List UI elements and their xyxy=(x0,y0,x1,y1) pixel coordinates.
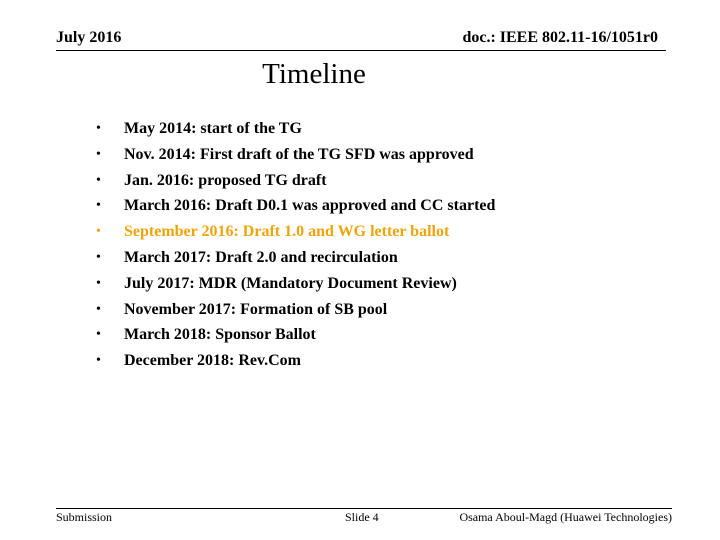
bullet-icon: • xyxy=(96,275,101,291)
timeline-item-text: September 2016: Draft 1.0 and WG letter ballot xyxy=(124,223,450,241)
timeline-item-text: Nov. 2014: First draft of the TG SFD was approved xyxy=(124,145,474,163)
footer-submission: Submission xyxy=(56,510,113,524)
footer-author: Osama Aboul-Magd (Huawei Technologies) xyxy=(459,510,672,524)
bullet-icon: • xyxy=(96,353,101,369)
bullet-icon: • xyxy=(96,327,101,343)
timeline-item-text: March 2017: Draft 2.0 and recirculation xyxy=(124,248,398,266)
header-doc-id: doc.: IEEE 802.11-16/1051r0 xyxy=(462,29,658,46)
timeline-item-text: December 2018: Rev.Com xyxy=(124,352,301,370)
timeline-item-text: November 2017: Formation of SB pool xyxy=(124,300,388,318)
timeline-item-text: May 2014: start of the TG xyxy=(124,120,302,137)
bullet-icon: • xyxy=(96,249,101,265)
timeline-item-text: March 2016: Draft D0.1 was approved and CC started xyxy=(124,197,496,215)
timeline-item-text: July 2017: MDR (Mandatory Document Review) xyxy=(124,274,457,292)
bullet-icon: • xyxy=(96,121,101,136)
bullet-icon: • xyxy=(96,301,101,317)
footer-rule xyxy=(56,508,672,509)
bullet-icon: • xyxy=(96,198,101,214)
header-rule xyxy=(56,50,666,51)
bullet-icon: • xyxy=(96,146,101,162)
timeline-item-text: Jan. 2016: proposed TG draft xyxy=(124,171,327,189)
header-date: July 2016 xyxy=(56,29,122,46)
bullet-icon: • xyxy=(96,224,101,240)
bullet-icon: • xyxy=(96,172,101,188)
timeline-item-text: March 2018: Sponsor Ballot xyxy=(124,326,316,344)
slide-title: Timeline xyxy=(262,58,366,90)
footer-slide-number: Slide 4 xyxy=(345,510,379,524)
